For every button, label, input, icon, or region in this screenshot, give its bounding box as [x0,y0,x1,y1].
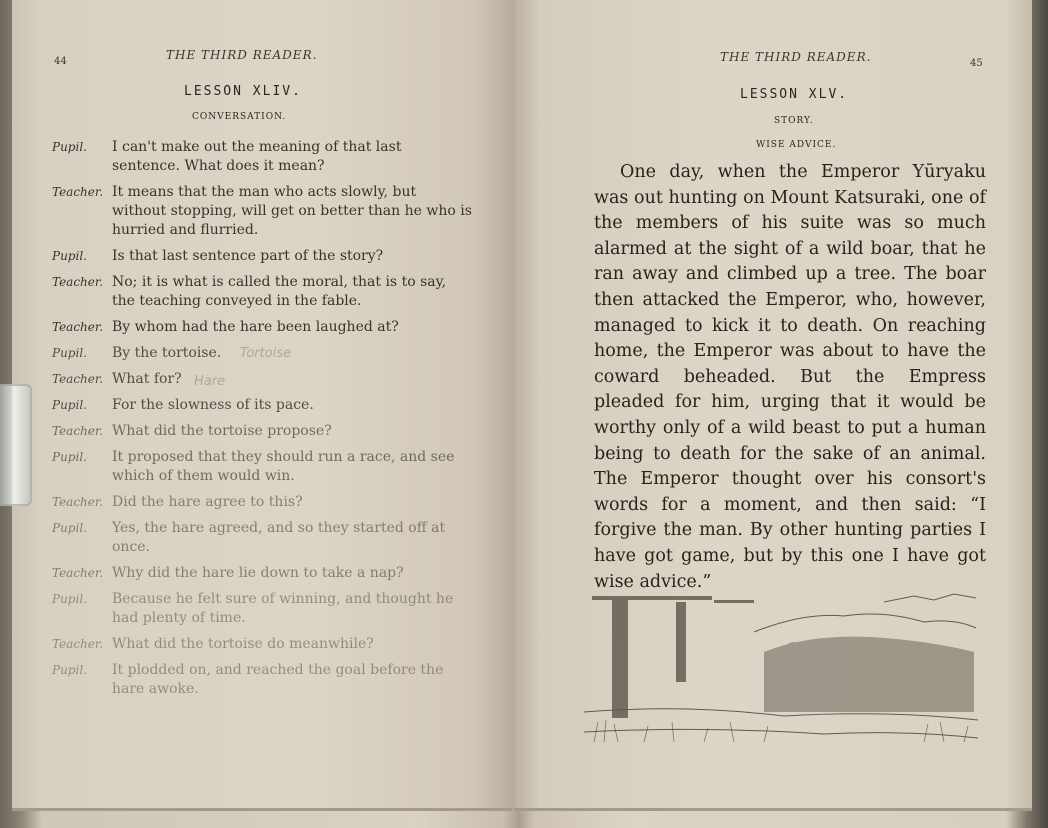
line-text: It plodded on, and reached the goal before the hare awoke. [112,662,444,697]
speaker: Teacher. [52,372,104,386]
hunting-illustration [584,592,978,748]
line-text: I can't make out the meaning of that last sentence. What does it mean? [112,139,402,174]
speaker: Teacher. [52,275,104,289]
speaker: Teacher. [52,185,104,199]
speaker: Pupil. [52,398,87,412]
line-text: By whom had the hare been laughed at? [112,319,399,335]
speaker: Pupil. [52,249,87,263]
speaker: Teacher. [52,566,104,580]
pencil-note: Hare [194,374,226,389]
dialogue-line [52,635,472,654]
line-text: It proposed that they should run a race, and see which of them would win. [112,449,455,484]
line-text: What did the tortoise propose? [112,423,332,439]
speaker: Pupil. [52,663,87,677]
line-text: What for? [112,371,182,387]
lesson-title: LESSON XLV. [740,87,849,102]
dialogue-line [52,448,472,486]
speaker: Pupil. [52,140,87,154]
dialogue-line [52,370,472,389]
dialogue-line [52,183,472,240]
dialogue-line [52,273,472,311]
speaker: Teacher. [52,637,104,651]
page-number: 44 [54,56,67,67]
speaker: Teacher. [52,320,104,334]
dialogue-line [52,396,472,415]
dialogue-line [52,564,472,583]
line-text: Did the hare agree to this? [112,494,303,510]
page-number: 45 [970,58,983,69]
left-page [12,0,512,811]
pencil-note: Tortoise [240,346,292,361]
dialogue-line [52,590,472,628]
story-text-block [594,160,986,595]
story-title: WISE ADVICE. [756,140,837,150]
dialogue-line [52,318,472,337]
dialogue [52,138,472,706]
dialogue-line [52,247,472,266]
dialogue-line [52,661,472,699]
lesson-title: LESSON XLIV. [184,84,302,99]
speaker: Pupil. [52,592,87,606]
line-text: No; it is what is called the moral, that is to say, the teaching conveyed in the fable. [112,274,447,309]
speaker: Pupil. [52,346,87,360]
speaker: Pupil. [52,450,87,464]
lesson-subtitle: STORY. [774,116,814,126]
running-head: THE THIRD READER. [166,48,318,62]
speaker: Teacher. [52,424,104,438]
glass-clip [0,384,32,506]
line-text: For the slowness of its pace. [112,397,314,413]
lesson-subtitle: CONVERSATION. [192,112,287,122]
dialogue-line [52,138,472,176]
speaker: Teacher. [52,495,104,509]
line-text: Is that last sentence part of the story? [112,248,384,264]
right-page [514,0,1032,811]
line-text: It means that the man who acts slowly, but without stopping, will get on better than he who is hurried and flurried. [112,184,472,238]
dialogue-line [52,493,472,512]
line-text: Because he felt sure of winning, and thought he had plenty of time. [112,591,454,626]
dialogue-line [52,519,472,557]
dialogue-line [52,422,472,441]
line-text: What did the tortoise do meanwhile? [112,636,374,652]
line-text: Yes, the hare agreed, and so they started off at once. [112,520,446,555]
line-text: Why did the hare lie down to take a nap? [112,565,404,581]
line-text: By the tortoise. [112,345,222,361]
story-paragraph: One day, when the Emperor Yūryaku was out hunting on Mount Katsuraki, one of the members of his suite was so much alarmed at the sight of a wild boar, that he ran away and climbed up a tree. The boar then attacked the Emperor, who, however, managed to kick it to death. On reaching home, the Emperor was about to have the coward beheaded. But the Empress pleaded for him, urging that it would be worthy only of a wild beast to put a human being to death for the sake of an animal. The Emperor thought over his consort's words for a moment, and then said: “I forgive the man. By other hunting parties I have got game, but by this one I have got wise advice.” [594,162,986,592]
running-head: THE THIRD READER. [720,50,872,64]
speaker: Pupil. [52,521,87,535]
